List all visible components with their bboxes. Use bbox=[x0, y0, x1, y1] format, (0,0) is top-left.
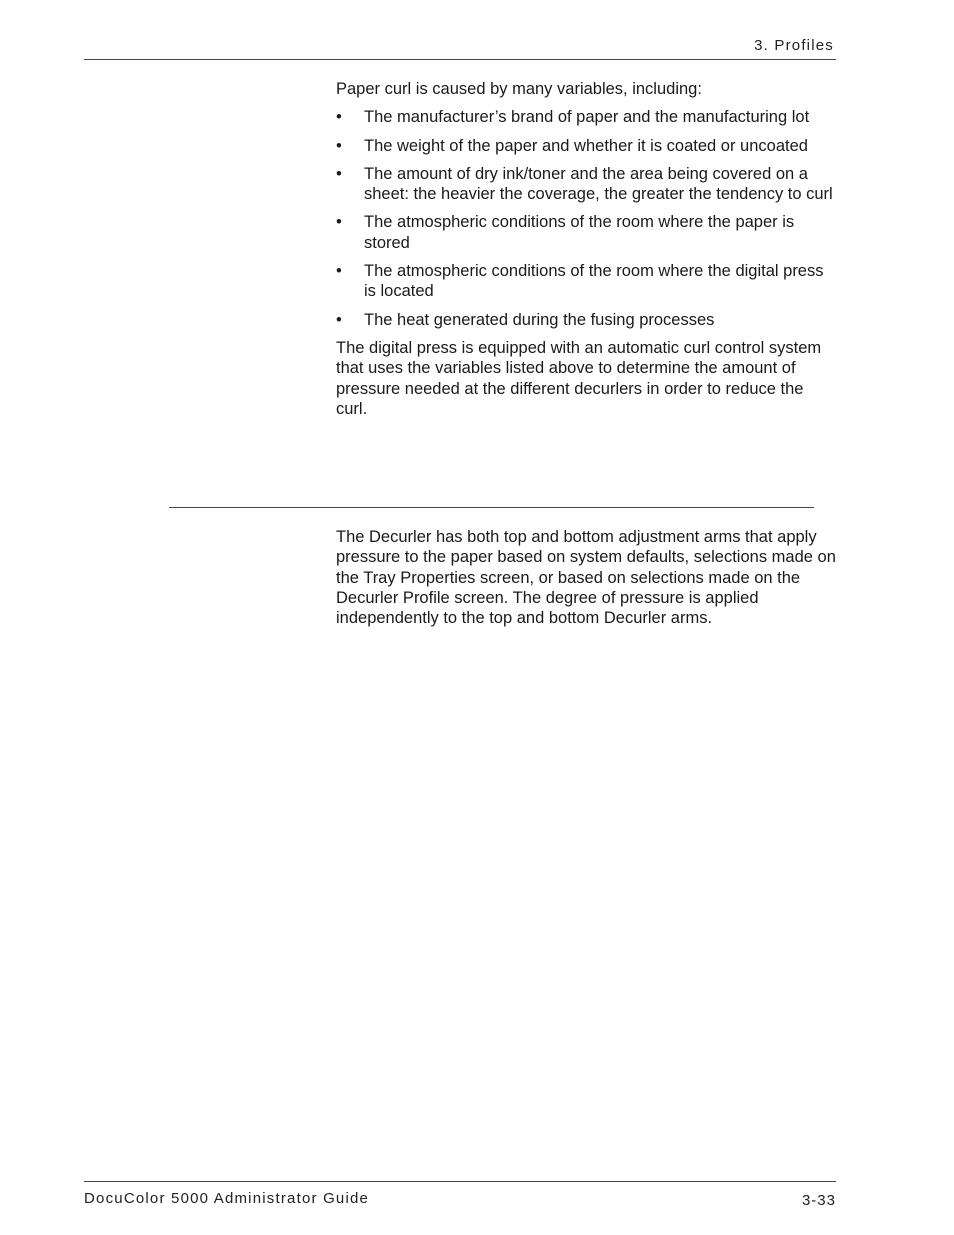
list-item bbox=[336, 164, 836, 205]
list-item-text: The atmospheric conditions of the room where the digital press is located bbox=[364, 262, 824, 301]
list-item bbox=[336, 212, 836, 253]
page-number: 3-33 bbox=[801, 1192, 836, 1209]
intro-paragraph: Paper curl is caused by many variables, including: bbox=[336, 80, 702, 98]
curl-variables-section bbox=[336, 79, 836, 419]
bullet-icon: • bbox=[336, 164, 342, 183]
list-item-text: The weight of the paper and whether it is coated or uncoated bbox=[364, 136, 808, 155]
list-item-text: The heat generated during the fusing processes bbox=[364, 310, 715, 329]
bullet-icon: • bbox=[336, 262, 342, 281]
list-item bbox=[336, 310, 836, 330]
list-item bbox=[336, 136, 836, 156]
header-rule bbox=[84, 59, 836, 60]
curl-control-paragraph: The digital press is equipped with an automatic curl control system that uses the variables listed above to determine the amount of pressure needed at the different decurlers in order to reduce the curl. bbox=[336, 338, 822, 418]
list-item bbox=[336, 261, 836, 302]
decurler-paragraph: The Decurler has both top and bottom adjustment arms that apply pressure to the paper based on system defaults, selections made on the Tray Properties screen, or based on selections made on the Decurler Profile screen. The degree of pressure is applied independently to the top and bottom Decurler arms. bbox=[336, 528, 836, 628]
decurler-section bbox=[336, 527, 836, 628]
variables-list bbox=[336, 107, 836, 330]
list-item-text: The amount of dry ink/toner and the area being covered on a sheet: the heavier the coverage, the greater the tendency to curl bbox=[364, 164, 833, 204]
list-item bbox=[336, 107, 836, 127]
running-header: 3. Profiles bbox=[754, 37, 834, 54]
footer-rule bbox=[84, 1181, 836, 1182]
list-item-text: The atmospheric conditions of the room where the paper is stored bbox=[364, 213, 795, 252]
bullet-icon: • bbox=[336, 136, 342, 155]
footer-title: DocuColor 5000 Administrator Guide bbox=[84, 1190, 370, 1207]
bullet-icon: • bbox=[336, 213, 342, 232]
bullet-icon: • bbox=[336, 108, 342, 127]
bullet-icon: • bbox=[336, 310, 342, 329]
list-item-text: The manufacturer’s brand of paper and the manufacturing lot bbox=[364, 108, 810, 127]
section-rule bbox=[169, 507, 814, 508]
